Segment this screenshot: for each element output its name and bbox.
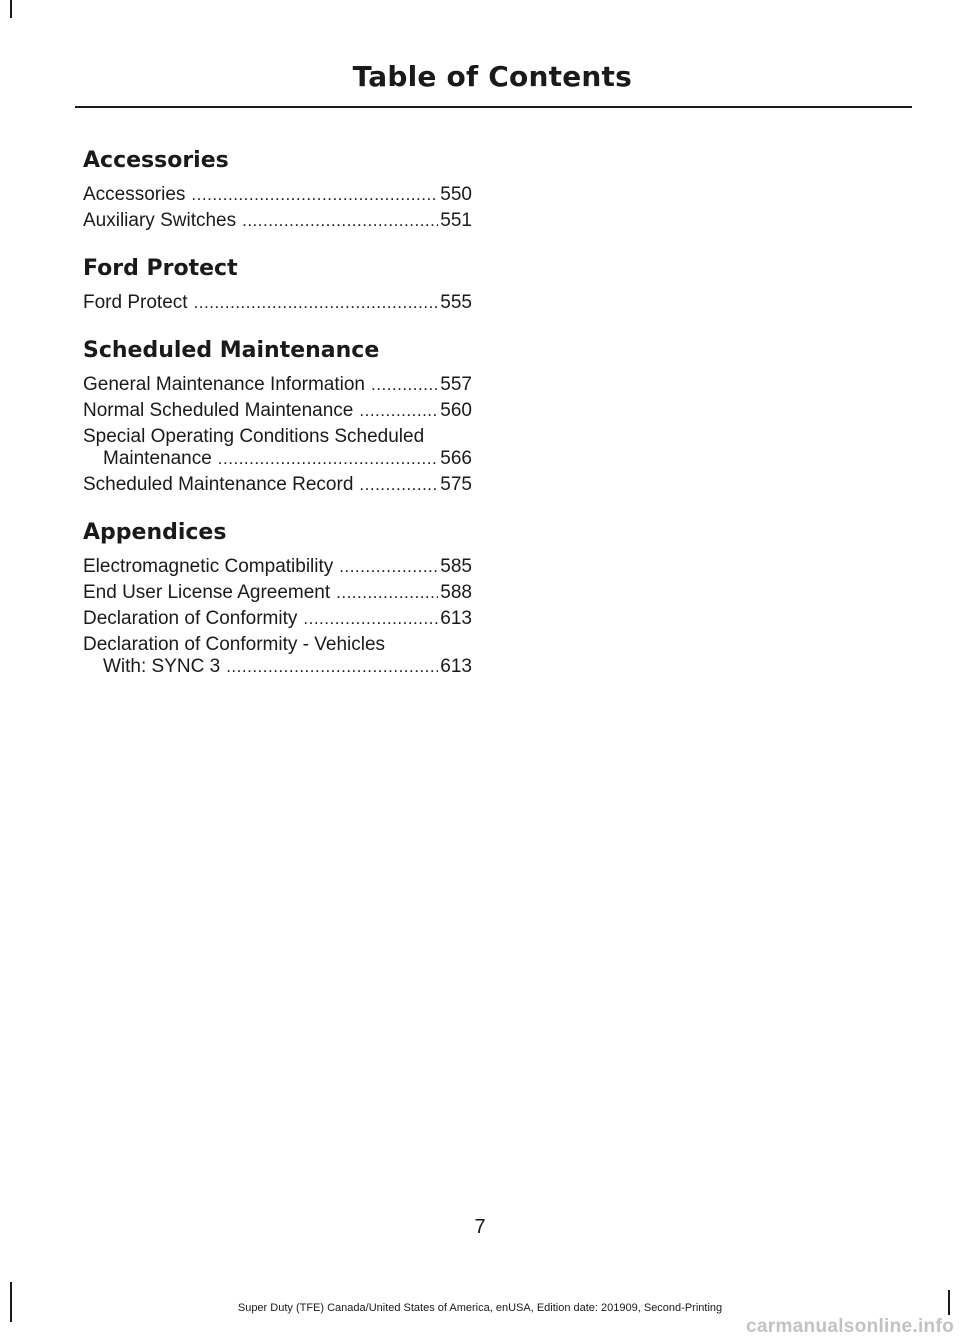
section-heading: Scheduled Maintenance xyxy=(83,338,380,363)
entry-page-number: 613 xyxy=(440,608,472,629)
entry-page-number: 555 xyxy=(440,292,472,313)
section-heading: Appendices xyxy=(83,520,227,545)
entry-title: Declaration of Conformity xyxy=(83,608,298,629)
footer-edition-text: Super Duty (TFE) Canada/United States of America, enUSA, Edition date: 201909, Second-Printing xyxy=(237,1302,723,1314)
entry-title: With: SYNC 3 xyxy=(103,656,221,677)
toc-section xyxy=(83,336,472,496)
entry-title: Auxiliary Switches xyxy=(83,210,237,231)
watermark-logo: carmanualsonline.info xyxy=(746,1316,954,1337)
entry-title: Accessories xyxy=(83,184,186,205)
entry-title: Normal Scheduled Maintenance xyxy=(83,400,354,421)
section-heading: Ford Protect xyxy=(83,256,238,281)
entry-page-number: 613 xyxy=(440,656,472,677)
toc-entry[interactable] xyxy=(83,184,472,206)
toc-section xyxy=(83,146,472,232)
dot-leader xyxy=(359,474,438,496)
entry-page-number: 560 xyxy=(440,400,472,421)
dot-leader xyxy=(371,374,438,396)
dot-leader xyxy=(339,556,438,578)
toc-entry[interactable] xyxy=(83,426,472,470)
entry-page-number: 557 xyxy=(440,374,472,395)
entry-page-number: 588 xyxy=(440,582,472,603)
toc-entry[interactable] xyxy=(83,210,472,232)
toc-entry[interactable] xyxy=(83,608,472,630)
toc-entry[interactable] xyxy=(83,400,472,422)
entry-title: Declaration of Conformity - Vehicles xyxy=(83,634,386,655)
toc-entry[interactable] xyxy=(83,374,472,396)
toc-entry[interactable] xyxy=(83,292,472,314)
toc-entry[interactable] xyxy=(83,582,472,604)
entry-page-number: 550 xyxy=(440,184,472,205)
dot-leader xyxy=(359,400,438,422)
entry-page-number: 575 xyxy=(440,474,472,495)
toc-entry[interactable] xyxy=(83,634,472,678)
entry-page-number: 585 xyxy=(440,556,472,577)
dot-leader xyxy=(242,210,438,232)
dot-leader xyxy=(191,184,438,206)
dot-leader xyxy=(194,292,439,314)
entry-title: General Maintenance Information xyxy=(83,374,365,395)
page-number: 7 xyxy=(474,1216,486,1238)
dot-leader xyxy=(303,608,438,630)
table-of-contents xyxy=(83,146,472,700)
header-divider xyxy=(75,106,912,108)
toc-section xyxy=(83,518,472,678)
dot-leader xyxy=(336,582,438,604)
dot-leader xyxy=(226,656,438,678)
entry-title: End User License Agreement xyxy=(83,582,331,603)
entry-page-number: 551 xyxy=(440,210,472,231)
toc-entry[interactable] xyxy=(83,474,472,496)
entry-title: Ford Protect xyxy=(83,292,188,313)
dot-leader xyxy=(218,448,439,470)
entry-title: Special Operating Conditions Scheduled xyxy=(83,426,425,447)
crop-mark-top-left xyxy=(10,0,12,18)
entry-title: Electromagnetic Compatibility xyxy=(83,556,334,577)
toc-section xyxy=(83,254,472,314)
toc-entry[interactable] xyxy=(83,556,472,578)
page-title: Table of Contents xyxy=(352,60,632,93)
section-heading: Accessories xyxy=(83,148,229,173)
entry-page-number: 566 xyxy=(440,448,472,469)
entry-title: Scheduled Maintenance Record xyxy=(83,474,354,495)
entry-title: Maintenance xyxy=(103,448,212,469)
